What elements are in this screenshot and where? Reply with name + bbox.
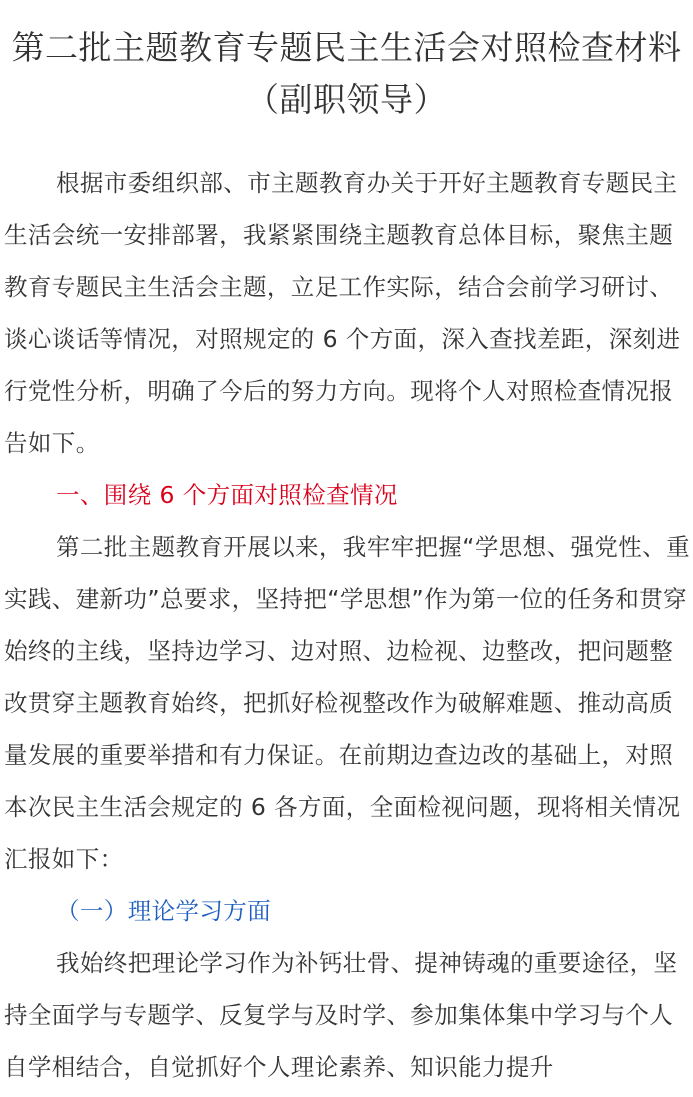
subsection-heading: （一）理论学习方面	[56, 897, 272, 925]
section-heading: 一、围绕 6 个方面对照检查情况	[56, 481, 398, 509]
document-title: 第二批主题教育专题民主生活会对照检查材料（副职领导）	[11, 28, 682, 119]
intro-paragraph: 根据市委组织部、市主题教育办关于开好主题教育专题民主生活会统一安排部署，我紧紧围绕主题教育总体目标，聚焦主题教育专题民主生活会主题，立足工作实际，结合会前学习研讨、谈心谈话等情况，对照规定的 6 个方面，深入查找差距，深刻进行党性分析，明确了今后的努力方向。现将个人对照检查情况报告如下。	[4, 169, 681, 457]
theory-study-paragraph: 我始终把理论学习作为补钙壮骨、提神铸魂的重要途径，坚持全面学与专题学、反复学与及时学、参加集体集中学习与个人自学相结合，自觉抓好个人理论素养、知识能力提升	[4, 949, 678, 1081]
overview-paragraph: 第二批主题教育开展以来，我牢牢把握“学思想、强党性、重实践、建新功”总要求，坚持把“学思想”作为第一位的任务和贯穿始终的主线，坚持边学习、边对照、边检视、边整改，把问题整改贯穿主题教育始终，把抓好检视整改作为破解难题、推动高质量发展的重要举措和有力保证。在前期边查边改的基础上，对照本次民主生活会规定的 6 各方面，全面检视问题，现将相关情况汇报如下：	[4, 533, 690, 873]
document-body	[4, 157, 691, 1093]
